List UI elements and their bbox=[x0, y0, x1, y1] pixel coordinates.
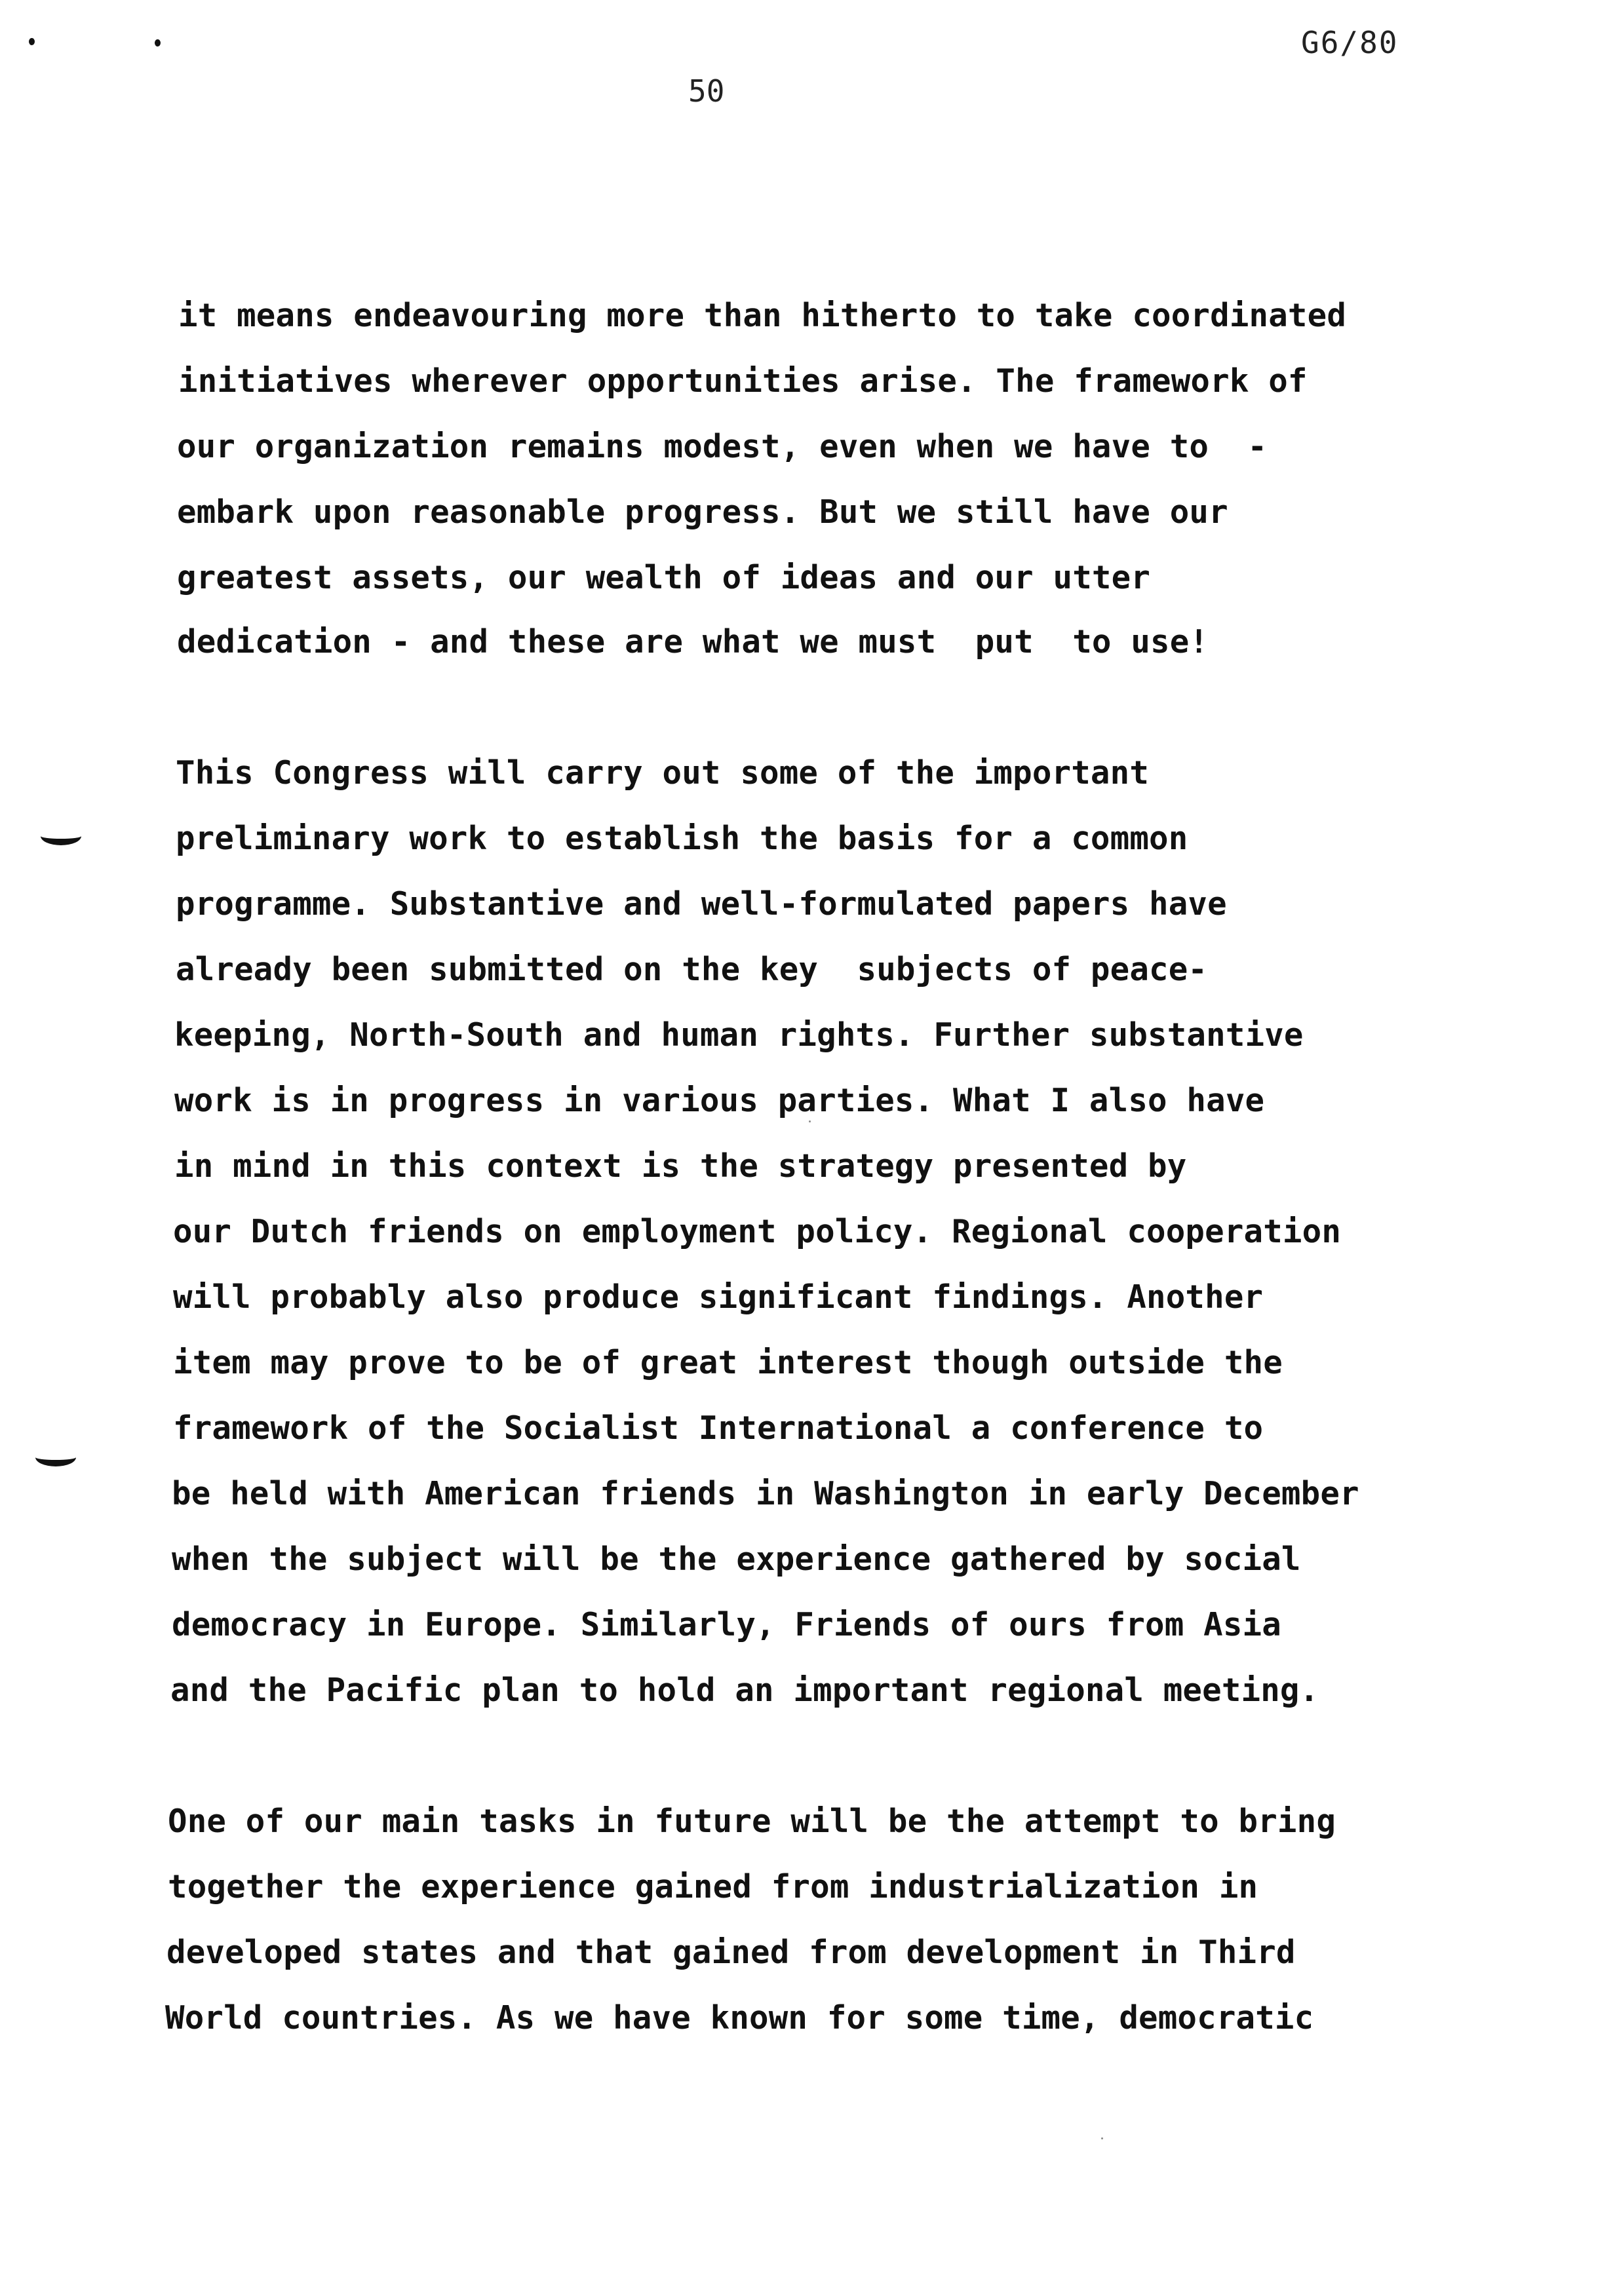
scan-speck bbox=[1101, 2137, 1103, 2139]
text-line: programme. Substantive and well-formulated papers have bbox=[176, 885, 1227, 923]
margin-mark bbox=[35, 1448, 76, 1466]
text-line: framework of the Socialist International a conference to bbox=[173, 1409, 1264, 1447]
text-line: This Congress will carry out some of the important bbox=[176, 754, 1150, 792]
text-line: together the experience gained from industrialization in bbox=[168, 1868, 1258, 1905]
scan-speck bbox=[809, 1120, 811, 1122]
text-line: item may prove to be of great interest though outside the bbox=[173, 1344, 1283, 1381]
text-line: greatest assets, our wealth of ideas and our utter bbox=[177, 559, 1151, 596]
text-line: and the Pacific plan to hold an important regional meeting. bbox=[170, 1672, 1319, 1709]
text-line: initiatives wherever opportunities arise. The framework of bbox=[178, 362, 1308, 400]
text-line: our organization remains modest, even when we have to - bbox=[177, 428, 1268, 465]
punch-dot bbox=[155, 39, 161, 47]
text-line: One of our main tasks in future will be the attempt to bring bbox=[168, 1803, 1336, 1840]
text-line: will probably also produce significant findings. Another bbox=[173, 1278, 1264, 1316]
margin-mark bbox=[41, 827, 81, 845]
text-line: when the subject will be the experience gathered by social bbox=[172, 1540, 1301, 1578]
text-line: democracy in Europe. Similarly, Friends of ours from Asia bbox=[172, 1606, 1281, 1643]
text-line: developed states and that gained from development in Third bbox=[166, 1934, 1296, 1971]
text-line: our Dutch friends on employment policy. Regional cooperation bbox=[173, 1213, 1342, 1250]
document-reference: G6/80 bbox=[1301, 25, 1399, 60]
punch-dot bbox=[29, 38, 35, 45]
text-line: already been submitted on the key subjects of peace- bbox=[176, 951, 1208, 988]
text-line: embark upon reasonable progress. But we still have our bbox=[177, 493, 1228, 531]
text-line: in mind in this context is the strategy presented by bbox=[174, 1147, 1187, 1185]
text-line: preliminary work to establish the basis for a common bbox=[176, 820, 1188, 857]
text-line: dedication - and these are what we must put to use! bbox=[177, 623, 1209, 660]
text-line: World countries. As we have known for some time, democratic bbox=[165, 1999, 1314, 2037]
text-line: be held with American friends in Washington in early December bbox=[172, 1475, 1359, 1512]
text-line: it means endeavouring more than hitherto to take coordinated bbox=[178, 297, 1347, 334]
text-line: work is in progress in various parties. What I also have bbox=[174, 1082, 1265, 1119]
text-line: keeping, North-South and human rights. Further substantive bbox=[174, 1016, 1304, 1054]
page-number: 50 bbox=[688, 73, 725, 109]
